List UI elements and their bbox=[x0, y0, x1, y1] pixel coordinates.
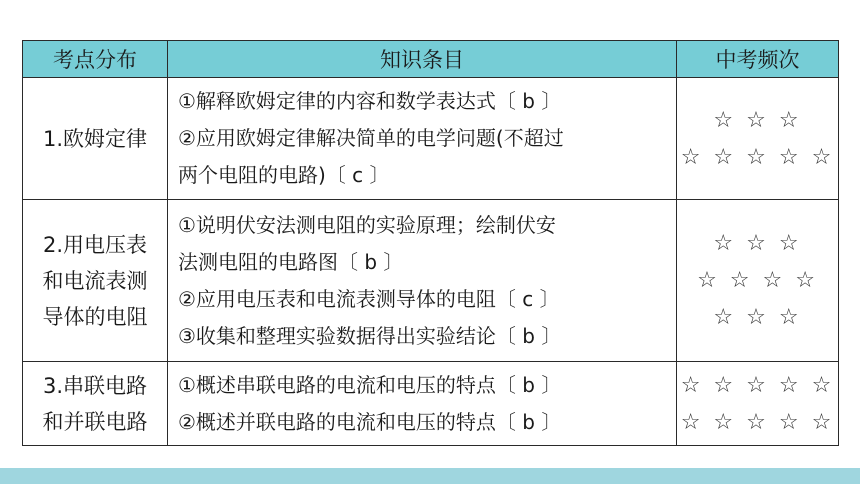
content-line: ②应用电压表和电流表测导体的电阻〔 c 〕 bbox=[178, 286, 560, 311]
header-frequency: 中考频次 bbox=[677, 41, 839, 78]
star-rating-line: ☆ ☆ ☆ ☆ bbox=[697, 268, 818, 293]
topic-cell bbox=[23, 362, 168, 446]
table-row bbox=[23, 362, 839, 446]
content-line: ②应用欧姆定律解决简单的电学问题(不超过 bbox=[178, 126, 564, 150]
frequency-cell bbox=[677, 78, 839, 200]
footer-bar bbox=[0, 468, 860, 484]
star-rating-line: ☆ ☆ ☆ ☆ ☆ bbox=[680, 409, 835, 435]
star-rating-line: ☆ ☆ ☆ bbox=[713, 231, 802, 256]
exam-points-table bbox=[22, 40, 839, 446]
content-line: 两个电阻的电路)〔 c 〕 bbox=[178, 163, 390, 187]
frequency-cell bbox=[677, 362, 839, 446]
topic-line: 和电流表测 bbox=[42, 268, 148, 293]
content-cell bbox=[168, 200, 677, 362]
topic-cell bbox=[23, 78, 168, 200]
header-content: 知识条目 bbox=[168, 41, 677, 78]
content-line: ①概述串联电路的电流和电压的特点〔 b 〕 bbox=[178, 372, 562, 397]
content-cell bbox=[168, 362, 677, 446]
topic-line: 2.用电压表 bbox=[42, 232, 148, 257]
table-row bbox=[23, 78, 839, 200]
topic-line: 和并联电路 bbox=[42, 409, 148, 434]
star-rating-line: ☆ ☆ ☆ bbox=[713, 107, 802, 133]
content-cell bbox=[168, 78, 677, 200]
topic-line: 导体的电阻 bbox=[42, 304, 148, 329]
content-line: 法测电阻的电路图〔 b 〕 bbox=[178, 249, 404, 274]
content-line: ②概述并联电路的电流和电压的特点〔 b 〕 bbox=[178, 409, 562, 434]
table-row bbox=[23, 200, 839, 362]
topic-cell bbox=[23, 200, 168, 362]
star-rating-line: ☆ ☆ ☆ ☆ ☆ bbox=[680, 372, 835, 398]
content-line: ①解释欧姆定律的内容和数学表达式〔 b 〕 bbox=[178, 89, 562, 113]
star-rating-line: ☆ ☆ ☆ ☆ ☆ bbox=[680, 144, 835, 170]
content-line: ①说明伏安法测电阻的实验原理；绘制伏安 bbox=[178, 212, 556, 237]
header-topic: 考点分布 bbox=[23, 41, 168, 78]
content-line: ③收集和整理实验数据得出实验结论〔 b 〕 bbox=[178, 323, 562, 348]
star-rating-line: ☆ ☆ ☆ bbox=[713, 305, 802, 330]
topic-line: 1.欧姆定律 bbox=[42, 126, 148, 151]
header-row bbox=[23, 41, 839, 78]
frequency-cell bbox=[677, 200, 839, 362]
topic-line: 3.串联电路 bbox=[42, 373, 148, 398]
